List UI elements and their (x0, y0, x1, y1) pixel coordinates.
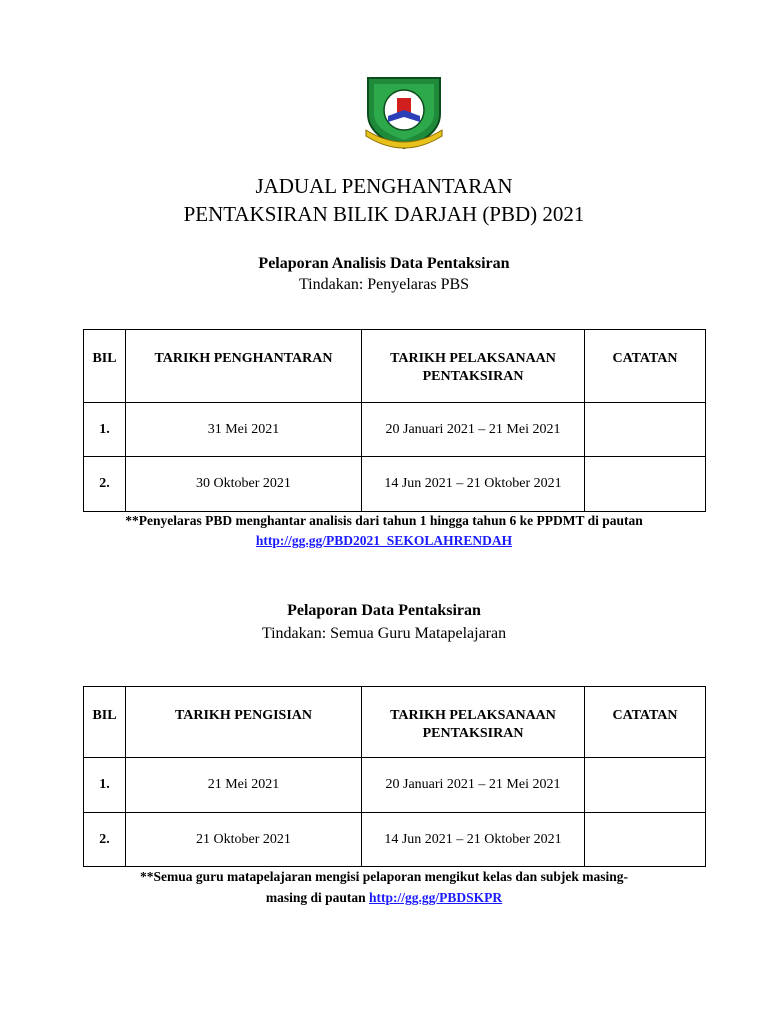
school-crest-logo (362, 70, 446, 152)
section1-subtitle: Tindakan: Penyelaras PBS (298, 276, 470, 293)
section2-title: Pelaporan Data Pentaksiran (287, 602, 481, 619)
table-row (84, 403, 706, 457)
table-header-row (84, 330, 706, 403)
section2-table (83, 686, 706, 867)
section1-title: Pelaporan Analisis Data Pentaksiran (258, 255, 510, 272)
cell-bil: 2. (84, 813, 126, 867)
cell-catatan (585, 813, 706, 867)
column-header-catatan: CATATAN (585, 687, 706, 758)
cell-pelaksanaan: 20 Januari 2021 – 21 Mei 2021 (362, 758, 585, 813)
section2-note-prefix: masing di pautan (265, 890, 366, 905)
cell-catatan (585, 403, 706, 457)
cell-tarikh: 21 Oktober 2021 (126, 813, 362, 867)
cell-catatan (585, 758, 706, 813)
cell-bil: 2. (84, 457, 126, 512)
column-header-tarikh: TARIKH PENGHANTARAN (126, 330, 362, 403)
cell-pelaksanaan: 14 Jun 2021 – 21 Oktober 2021 (362, 813, 585, 867)
table-header-row (84, 687, 706, 758)
section1-note: **Penyelaras PBD menghantar analisis dari tahun 1 hingga tahun 6 ke PPDMT di pautan (125, 513, 643, 528)
table-row (84, 813, 706, 867)
section1-table (83, 329, 706, 512)
column-header-pelaksanaan: TARIKH PELAKSANAAN PENTAKSIRAN (362, 330, 585, 403)
cell-tarikh: 30 Oktober 2021 (126, 457, 362, 512)
column-header-catatan: CATATAN (585, 330, 706, 403)
cell-catatan (585, 457, 706, 512)
column-header-tarikh: TARIKH PENGISIAN (126, 687, 362, 758)
page-title-line1: JADUAL PENGHANTARAN (255, 174, 513, 198)
cell-pelaksanaan: 20 Januari 2021 – 21 Mei 2021 (362, 403, 585, 457)
section1-link[interactable]: http://gg.gg/PBD2021_SEKOLAHRENDAH (255, 533, 513, 548)
column-header-pelaksanaan: TARIKH PELAKSANAAN PENTAKSIRAN (362, 687, 585, 758)
column-header-bil: BIL (84, 687, 126, 758)
section2-link[interactable]: http://gg.gg/PBDSKPR (369, 890, 503, 905)
table-row (84, 758, 706, 813)
page-title-line2: PENTAKSIRAN BILIK DARJAH (PBD) 2021 (183, 202, 585, 226)
column-header-bil: BIL (84, 330, 126, 403)
cell-pelaksanaan: 14 Jun 2021 – 21 Oktober 2021 (362, 457, 585, 512)
section2-subtitle: Tindakan: Semua Guru Matapelajaran (261, 625, 507, 642)
cell-tarikh: 21 Mei 2021 (126, 758, 362, 813)
cell-bil: 1. (84, 758, 126, 813)
section2-note-line2 (0, 887, 768, 908)
section2-note-line1: **Semua guru matapelajaran mengisi pelaporan mengikut kelas dan subjek masing- (140, 869, 628, 884)
section1-link-line (0, 530, 768, 551)
cell-tarikh: 31 Mei 2021 (126, 403, 362, 457)
table-row (84, 457, 706, 512)
cell-bil: 1. (84, 403, 126, 457)
